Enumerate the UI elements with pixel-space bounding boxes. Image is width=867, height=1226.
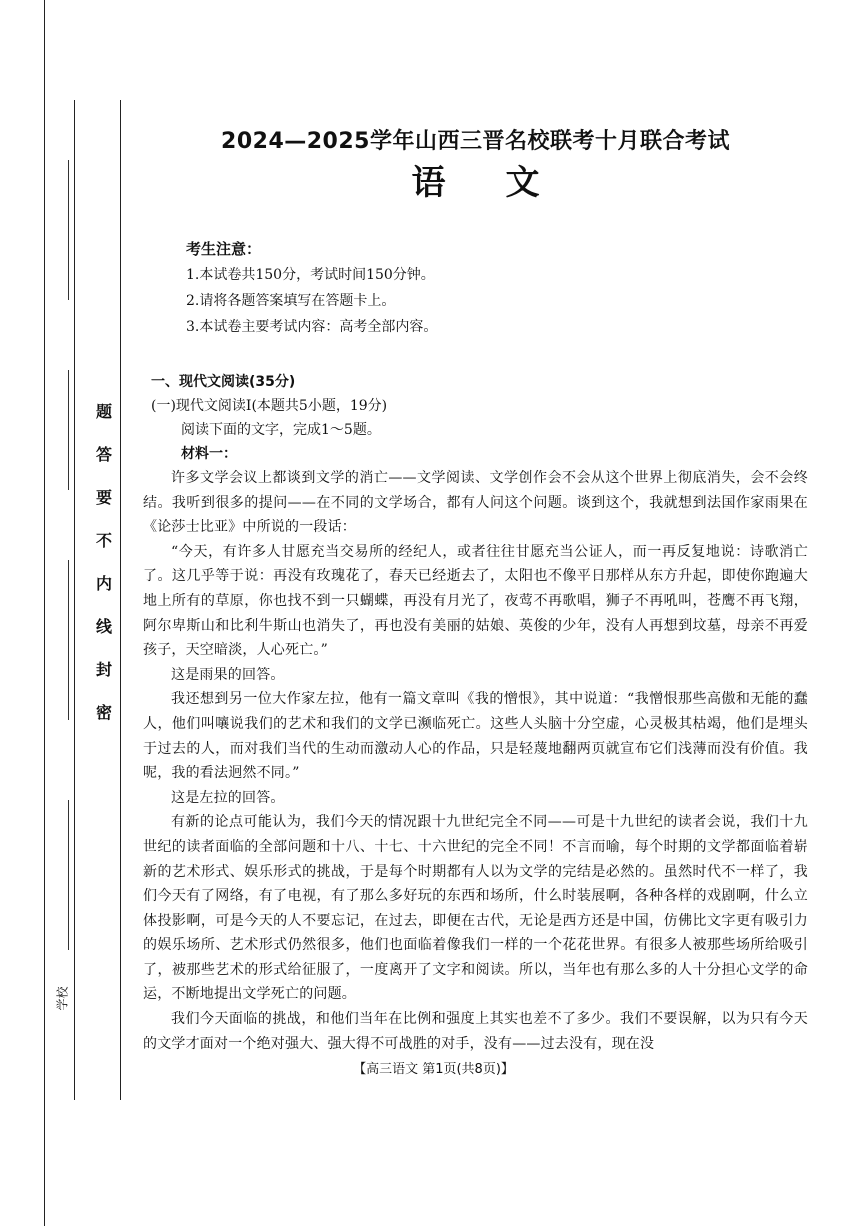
school-label: 学校 — [55, 986, 70, 1011]
notice-title: 考生注意： — [186, 240, 262, 258]
passage-paragraph: 这是雨果的回答。 — [171, 666, 285, 683]
seal-char: 题 — [95, 402, 112, 421]
material-label: 材料一： — [181, 446, 237, 462]
seal-char: 不 — [95, 531, 112, 550]
notice-item: 1.本试卷共150分，考试时间150分钟。 — [186, 267, 435, 283]
passage-paragraph: “今天，有许多人甘愿充当交易所的经纪人，或者往往甘愿充当公证人，而一再反复地说：诗歌消亡了。这几乎等于说：再没有玫瑰花了，春天已经逝去了，太阳也不像平日那样从东方升起，即使你跑遍大地上所有的草原，你也找不到一只蝴蝶，再没有月光了，夜莺不再歌唱，狮子不再吼叫，苍鹰不再飞翔，阿尔卑斯山和比利牛斯山也消失了，再也没有美丽的姑娘、英俊的少年，没有人再想到坟墓，母亲不再爱孩子，天空暗淡，人心死亡。” — [143, 543, 808, 659]
seal-char: 线 — [95, 617, 112, 636]
seal-char: 封 — [95, 660, 112, 679]
seal-char: 密 — [95, 703, 112, 722]
seal-char: 内 — [95, 574, 112, 593]
passage-paragraph: 我们今天面临的挑战，和他们当年在比例和强度上其实也差不了多少。我们不要误解，以为只有今天的文学才面对一个绝对强大、强大得不可战胜的对手，没有——过去没有，现在没 — [143, 1011, 808, 1052]
margin-blank-line — [68, 560, 69, 720]
margin-blank-line — [68, 370, 69, 490]
margin-blank-line — [68, 800, 69, 950]
seal-column-line — [120, 100, 121, 1100]
margin-fold-line — [44, 0, 45, 1226]
margin-border-line — [74, 100, 75, 1100]
exam-title: 2024—2025学年山西三晋名校联考十月联合考试 — [221, 129, 730, 154]
notice-item: 3.本试卷主要考试内容：高考全部内容。 — [186, 319, 438, 335]
section-instruction: 阅读下面的文字，完成1～5题。 — [181, 422, 381, 438]
exam-subject: 语文 — [411, 163, 600, 203]
seal-char: 要 — [95, 488, 112, 507]
seal-char: 答 — [95, 445, 112, 464]
section-heading: 一、现代文阅读(35分) — [151, 374, 296, 390]
passage-paragraph: 有新的论点可能认为，我们今天的情况跟十九世纪完全不同——可是十九世纪的读者会说，我们十九世纪的读者面临的全部问题和十八、十七、十六世纪的完全不同！不言而喻，每个时期的文学都面临着崭新的艺术形式、娱乐形式的挑战，于是每个时期都有人以为文学的完结是必然的。虽然时代不一样了，我们今天有了网络，有了电视，有了那么多好玩的东西和场所，什么时装展啊，各种各样的戏剧啊，什么立体投影啊，可是今天的人不要忘记，在过去，即便在古代，无论是西方还是中国，仿佛比文字更有吸引力的娱乐场所、艺术形式仍然很多，他们也面临着像我们一样的一个花花世界。有很多人被那些场所给吸引了，被那些艺术的形式给征服了，一度离开了文字和阅读。所以，当年也有那么多的人十分担心文学的命运，不断地提出文学死亡的问题。 — [143, 814, 808, 1003]
passage-paragraph: 许多文学会议上都谈到文学的消亡——文学阅读、文学创作会不会从这个世界上彻底消失，会不会终结。我听到很多的提问——在不同的文学场合，都有人问这个问题。谈到这个，我就想到法国作家雨果在《论莎士比亚》中所说的一段话： — [143, 470, 808, 536]
page-footer: 【高三语文 第1页(共8页)】 — [353, 1062, 514, 1077]
passage-paragraph: 这是左拉的回答。 — [171, 789, 285, 806]
exam-content — [143, 126, 808, 1056]
seal-column — [92, 400, 116, 744]
margin-blank-line — [68, 160, 69, 300]
section-subheading: (一)现代文阅读Ⅰ(本题共5小题，19分) — [151, 398, 388, 414]
passage-paragraph: 我还想到另一位大作家左拉，他有一篇文章叫《我的憎恨》，其中说道：“我憎恨那些高傲和无能的蠢人，他们叫嚷说我们的艺术和我们的文学已濒临死亡。这些人头脑十分空虚，心灵极其枯竭，他们是埋头于过去的人，而对我们当代的生动而激动人心的作品，只是轻蔑地翻两页就宣布它们浅薄而没有价值。我呢，我的看法迥然不同。” — [143, 691, 808, 782]
notice-item: 2.请将各题答案填写在答题卡上。 — [186, 293, 396, 309]
exam-notice — [143, 236, 808, 340]
